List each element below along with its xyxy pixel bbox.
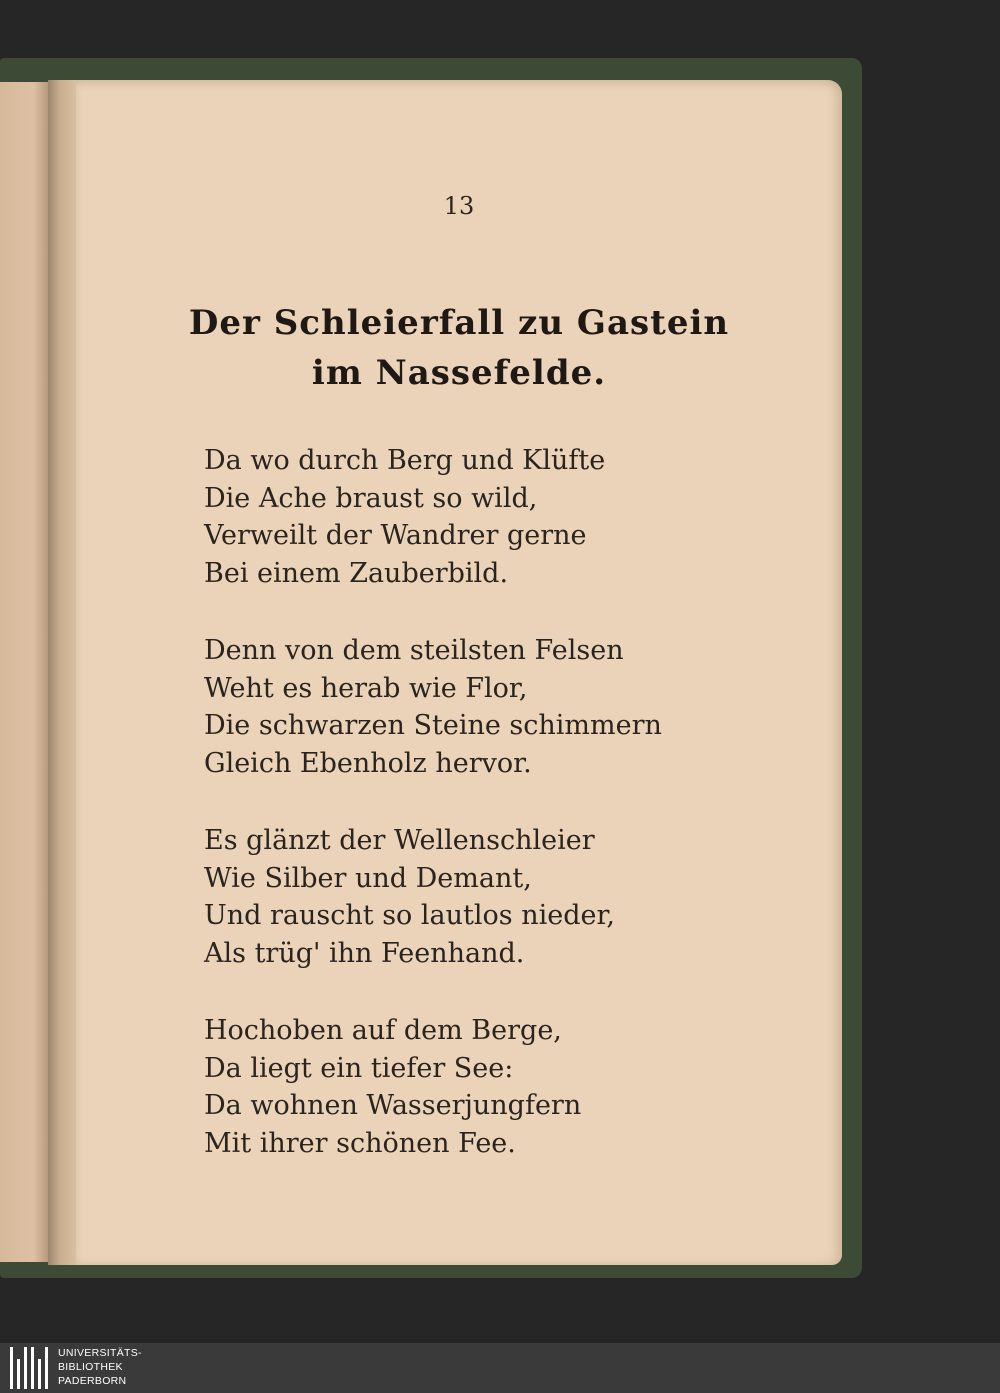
page-number: 13 <box>443 192 475 220</box>
library-logo-icon <box>10 1347 50 1389</box>
library-logo-text <box>58 1346 258 1388</box>
verse-line: Als trüg' ihn Feenhand. <box>204 937 525 969</box>
stanza <box>204 442 724 592</box>
verse-line: Es glänzt der Wellenschleier <box>204 825 595 856</box>
book-page <box>76 80 842 1265</box>
poem-title <box>76 298 842 398</box>
verse-line: Die schwarzen Steine schimmern <box>204 710 662 741</box>
logo-line: BIBLIOTHEK <box>58 1361 123 1373</box>
verse-line: Denn von dem steilsten Felsen <box>204 635 624 666</box>
verse-line: Bei einem Zauberbild. <box>204 557 509 589</box>
book-gutter <box>48 80 78 1265</box>
verse-line: Da wo durch Berg und Klüfte <box>204 445 606 476</box>
verse-line: Mit ihrer schönen Fee. <box>204 1127 516 1159</box>
logo-line: PADERBORN <box>58 1375 127 1387</box>
verse-line: Da wohnen Wasserjungfern <box>204 1090 582 1121</box>
library-footer <box>0 1343 1000 1393</box>
left-page-edge <box>0 82 48 1262</box>
verse-line: Und rauscht so lautlos nieder, <box>204 900 615 931</box>
poem-body <box>204 442 724 1202</box>
verse-line: Die Ache braust so wild, <box>204 482 538 514</box>
logo-line: UNIVERSITÄTS- <box>58 1347 142 1359</box>
stanza <box>204 632 724 782</box>
verse-line: Gleich Ebenholz hervor. <box>204 747 532 779</box>
title-line: im Nassefelde. <box>311 353 607 393</box>
verse-line: Da liegt ein tiefer See: <box>204 1052 514 1084</box>
verse-line: Weht es herab wie Flor, <box>204 672 528 704</box>
verse-line: Wie Silber und Demant, <box>204 862 532 894</box>
verse-line: Hochoben auf dem Berge, <box>204 1015 562 1046</box>
stanza <box>204 1012 724 1162</box>
verse-line: Verweilt der Wandrer gerne <box>204 520 587 551</box>
stanza <box>204 822 724 972</box>
title-line: Der Schleierfall zu Gastein <box>188 303 730 343</box>
